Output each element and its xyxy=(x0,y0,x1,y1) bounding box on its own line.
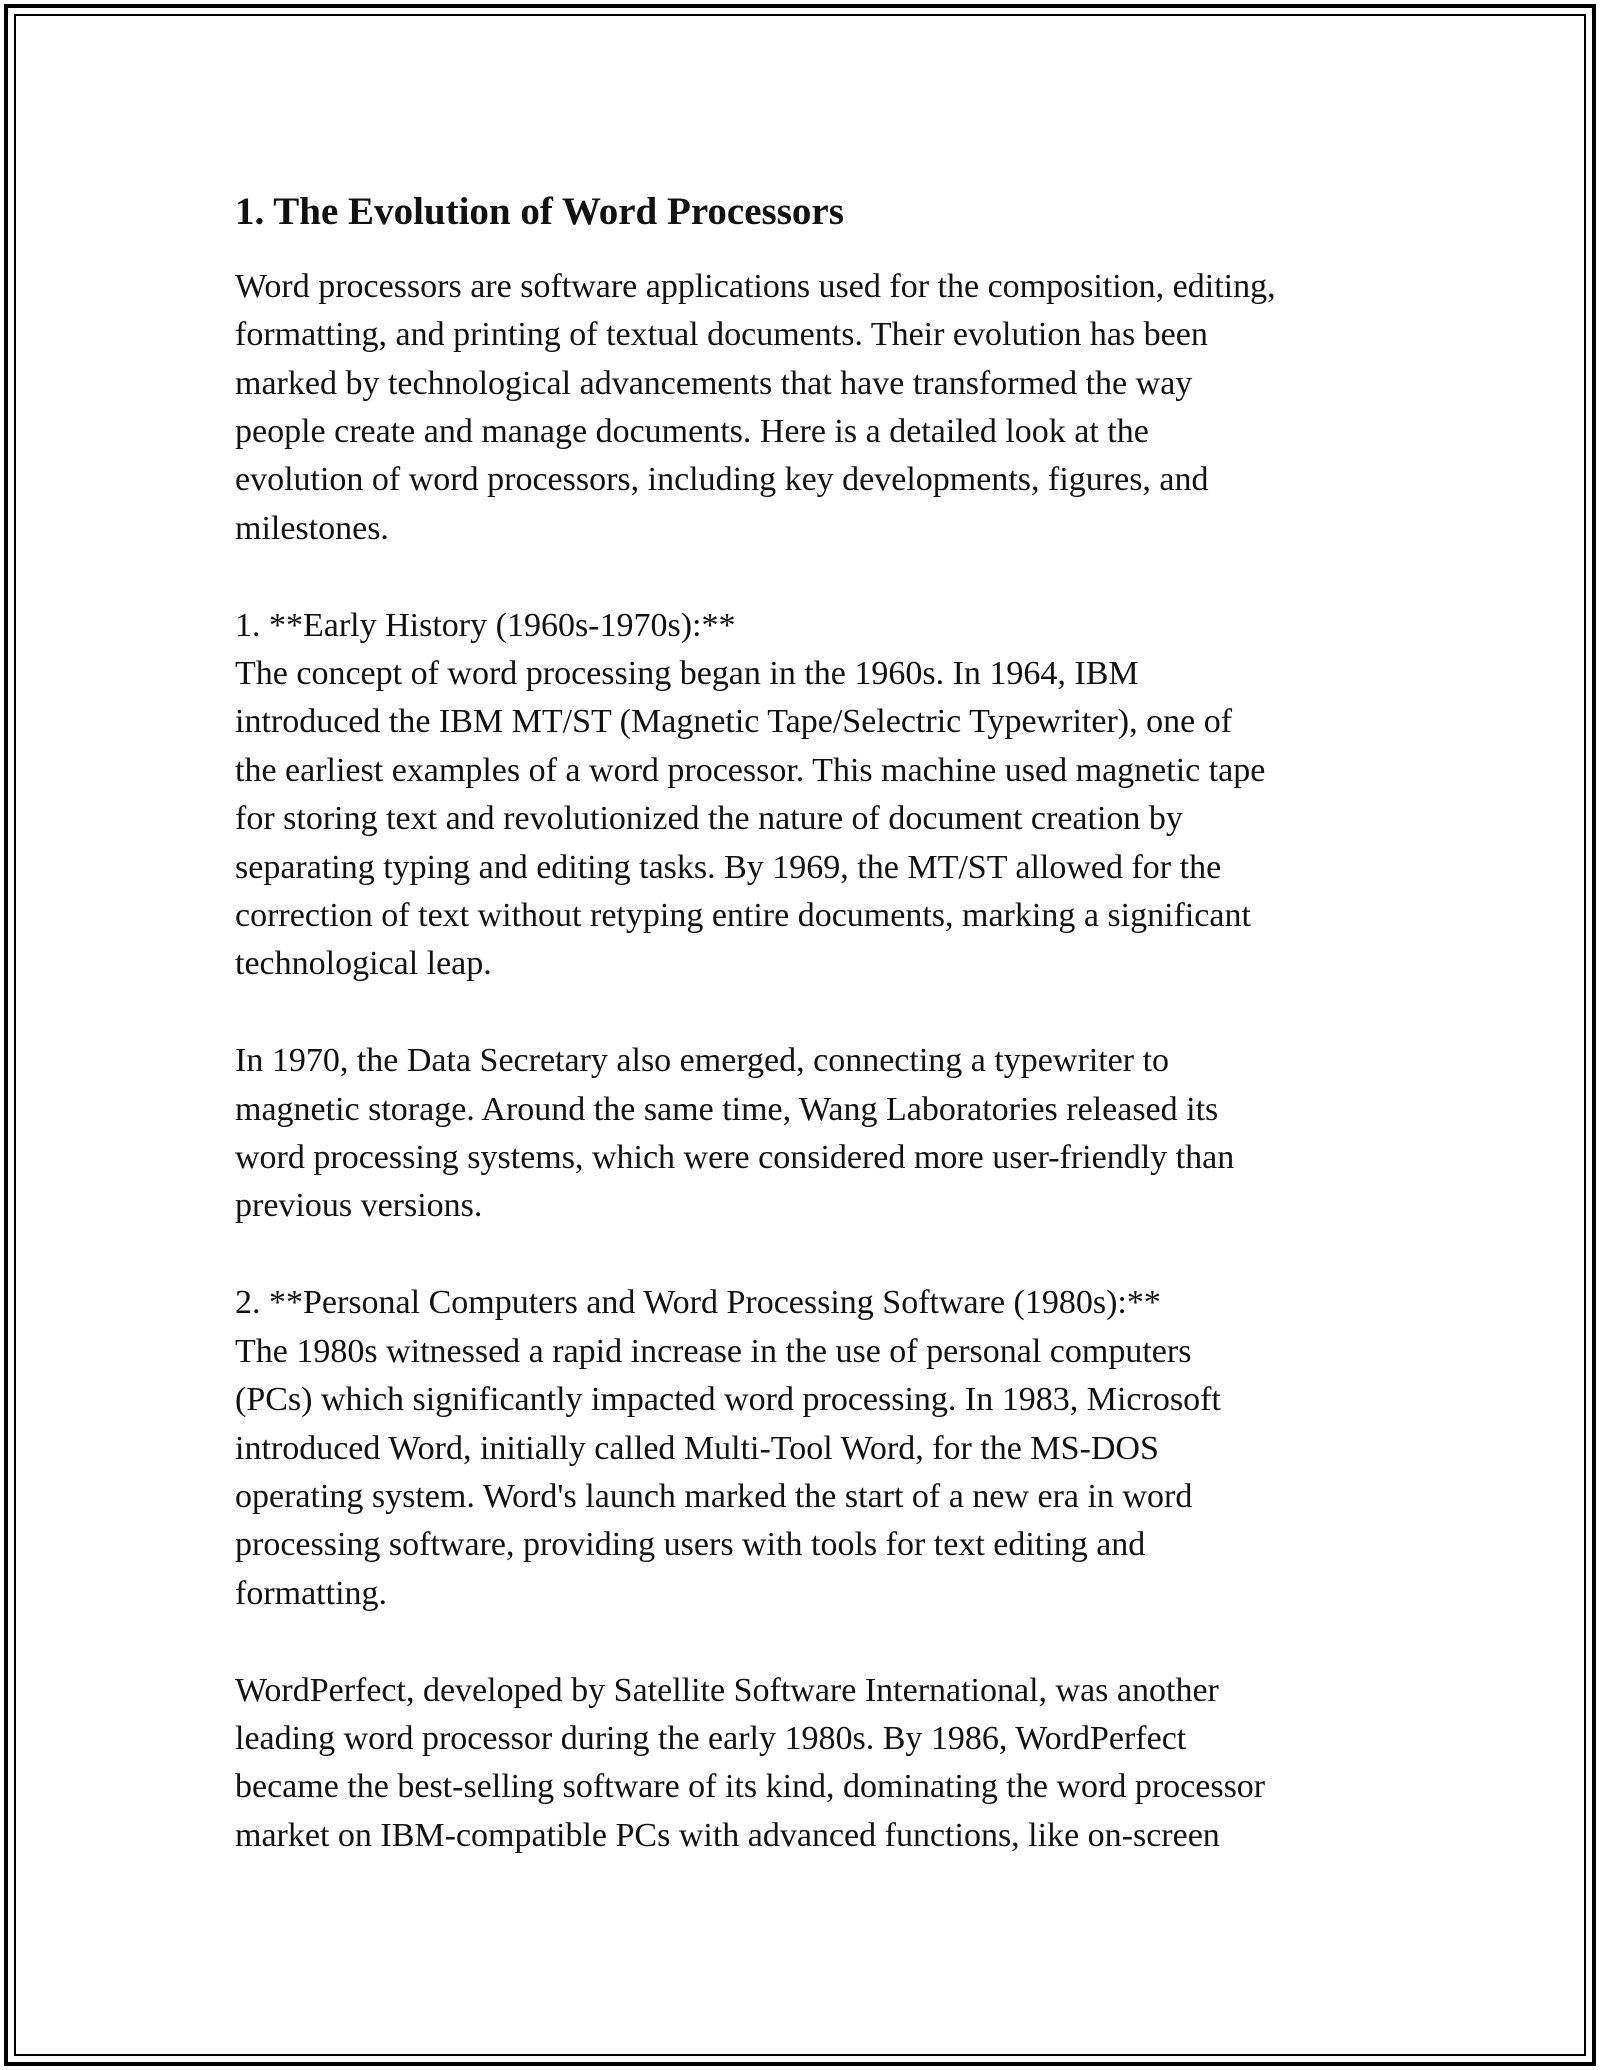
intro-paragraph: Word processors are software applications used for the composition, editing, formatting, and printing of textual documents. Their evolution has been marked by technological advancements that have transformed the way people create and manage documents. Here is a detailed look at the evolution of word processors, including key developments, figures, and milestones. xyxy=(235,267,1276,547)
document-title: 1. The Evolution of Word Processors xyxy=(235,190,844,233)
data-secretary-paragraph: In 1970, the Data Secretary also emerged, connecting a typewriter to magnetic storage. Around the same time, Wang Laboratories released its word processing systems, which were considered more user-friendly than previous versions. xyxy=(235,1042,1235,1225)
document-body xyxy=(235,180,1395,1860)
wordperfect-paragraph: WordPerfect, developed by Satellite Software International, was another leading word processor during the early 1980s. By 1986, WordPerfect became the best-selling software of its kind, dominating the word processor market on IBM-compatible PCs with advanced functions, like on-screen xyxy=(235,1671,1266,1854)
early-history-paragraph: 1. **Early History (1960s-1970s):** The concept of word processing began in the 1960s. In 1964, IBM introduced the IBM MT/ST (Magnetic Tape/Selectric Typewriter), one of the earliest examples of a word processor. This machine used magnetic tape for storing text and revolutionized the nature of document creation by separating typing and editing tasks. By 1969, the MT/ST allowed for the correction of text without retyping entire documents, marking a significant technological leap. xyxy=(235,606,1266,983)
personal-computers-paragraph: 2. **Personal Computers and Word Processing Software (1980s):** The 1980s witnessed a rapid increase in the use of personal computers (PCs) which significantly impacted word processing. In 1983, Microsoft introduced Word, initially called Multi-Tool Word, for the MS-DOS operating system. Word's launch marked the start of a new era in word processing software, providing users with tools for text editing and formatting. xyxy=(235,1284,1221,1612)
